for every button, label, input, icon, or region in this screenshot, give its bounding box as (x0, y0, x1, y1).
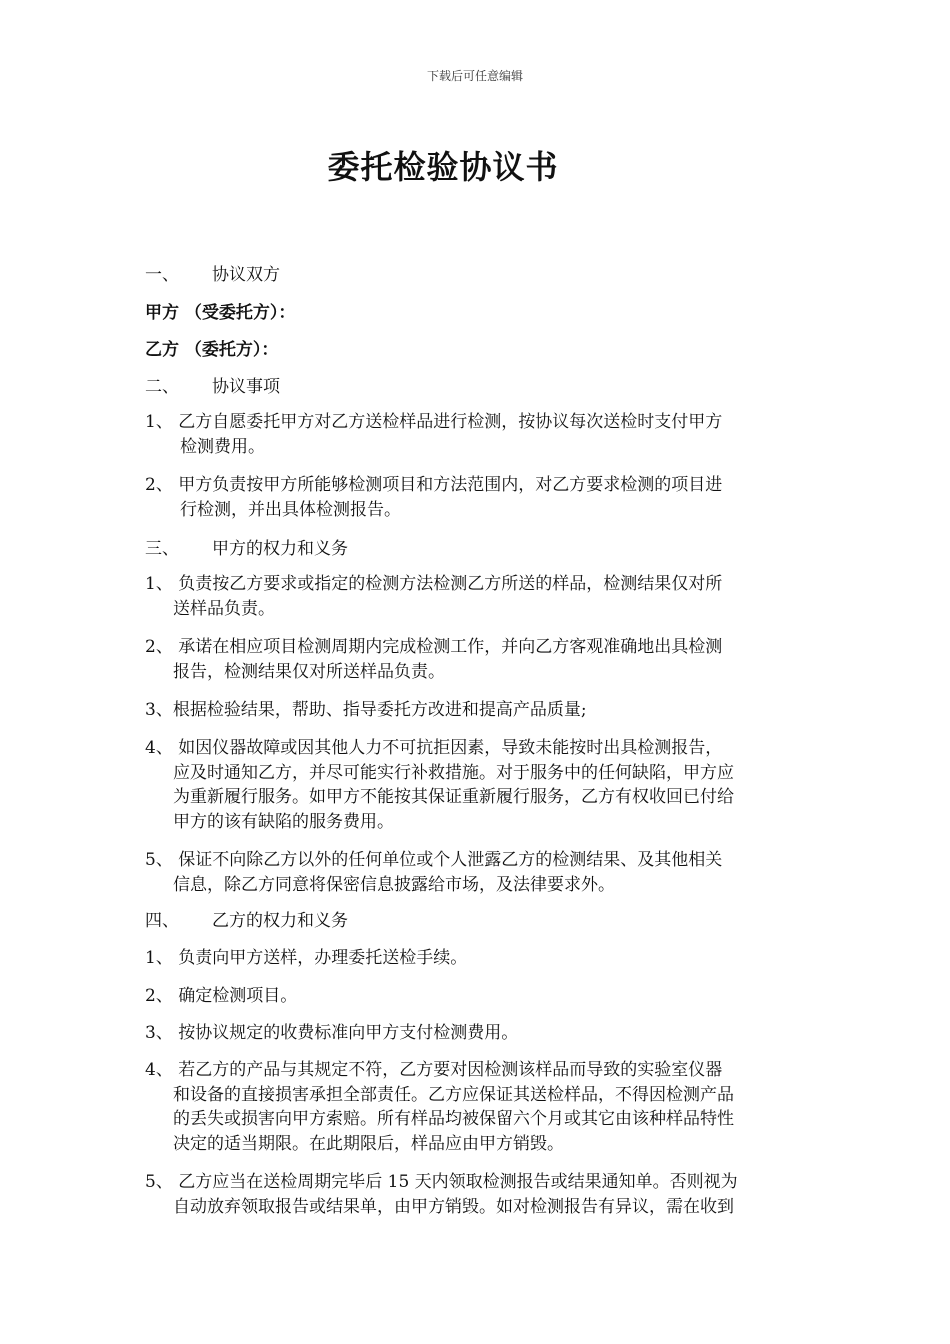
section-number: 二、 (145, 377, 179, 397)
list-item-line: 5、 乙方应当在送检周期完毕后 15 天内领取检测报告或结果通知单。否则视为 (145, 1172, 738, 1192)
section-heading (145, 538, 348, 560)
section-number: 三、 (145, 539, 179, 559)
list-item (145, 848, 810, 897)
list-item-line: 信息，除乙方同意将保密信息披露给市场，及法律要求外。 (173, 874, 615, 895)
list-item-line: 4、 若乙方的产品与其规定不符，乙方要对因检测该样品而导致的实验室仪器 (145, 1060, 723, 1080)
list-item-line: 2、 确定检测项目。 (145, 986, 298, 1006)
list-item (145, 984, 810, 1009)
section-heading (145, 376, 280, 398)
list-item-line: 决定的适当期限。在此期限后，样品应由甲方销毁。 (173, 1133, 564, 1154)
list-item (145, 736, 810, 834)
list-item-line: 和设备的直接损害承担全部责任。乙方应保证其送检样品，不得因检测产品 (173, 1084, 734, 1105)
section-number: 一、 (145, 265, 179, 285)
section-label: 协议双方 (212, 265, 280, 285)
list-item-line: 1、 负责向甲方送样，办理委托送检手续。 (145, 948, 468, 968)
list-item (145, 473, 810, 522)
list-item (145, 572, 810, 621)
section-heading (145, 264, 280, 286)
section-number: 四、 (145, 911, 179, 931)
list-item-line: 送样品负责。 (173, 598, 275, 619)
section-heading (145, 910, 348, 932)
list-item-line: 行检测，并出具体检测报告。 (180, 499, 401, 520)
page-header: 下载后可任意编辑 (426, 69, 523, 83)
list-item (145, 1021, 810, 1046)
party-a-line: 甲方 （受委托方）： (145, 303, 296, 323)
list-item-line: 为重新履行服务。如甲方不能按其保证重新履行服务，乙方有权收回已付给 (173, 787, 734, 807)
party-b-line: 乙方 （委托方）： (145, 340, 279, 360)
list-item-line: 4、 如因仪器故障或因其他人力不可抗拒因素，导致未能按时出具检测报告， (145, 738, 723, 758)
list-item-line: 3、 按协议规定的收费标准向甲方支付检测费用。 (145, 1023, 519, 1043)
document-title: 委托检验协议书 (327, 148, 559, 186)
list-item-line: 报告，检测结果仅对所送样品负责。 (173, 661, 445, 682)
list-item (145, 635, 810, 684)
list-item-line: 2、 承诺在相应项目检测周期内完成检测工作，并向乙方客观准确地出具检测 (145, 637, 723, 657)
list-item-line: 自动放弃领取报告或结果单，由甲方销毁。如对检测报告有异议，需在收到 (173, 1196, 734, 1217)
list-item (145, 698, 810, 723)
list-item-line: 1、 乙方自愿委托甲方对乙方送检样品进行检测，按协议每次送检时支付甲方 (145, 412, 723, 432)
section-label: 甲方的权力和义务 (212, 539, 348, 559)
section-label: 乙方的权力和义务 (212, 911, 348, 931)
list-item (145, 410, 810, 459)
list-item-line: 应及时通知乙方，并尽可能实行补救措施。对于服务中的任何缺陷，甲方应 (173, 762, 734, 783)
list-item-line: 5、 保证不向除乙方以外的任何单位或个人泄露乙方的检测结果、及其他相关 (145, 850, 723, 870)
list-item (145, 1058, 810, 1156)
list-item (145, 946, 810, 971)
list-item-line: 2、 甲方负责按甲方所能够检测项目和方法范围内，对乙方要求检测的项目进 (145, 475, 723, 495)
list-item-line: 3、根据检验结果，帮助、指导委托方改进和提高产品质量; (145, 700, 587, 720)
section-label: 协议事项 (212, 377, 280, 397)
list-item-line: 甲方的该有缺陷的服务费用。 (173, 811, 394, 832)
list-item-line: 的丢失或损害向甲方索赔。所有样品均被保留六个月或其它由该种样品特性 (173, 1109, 734, 1129)
list-item-line: 1、 负责按乙方要求或指定的检测方法检测乙方所送的样品，检测结果仅对所 (145, 574, 723, 594)
list-item (145, 1170, 810, 1219)
list-item-line: 检测费用。 (180, 436, 265, 457)
